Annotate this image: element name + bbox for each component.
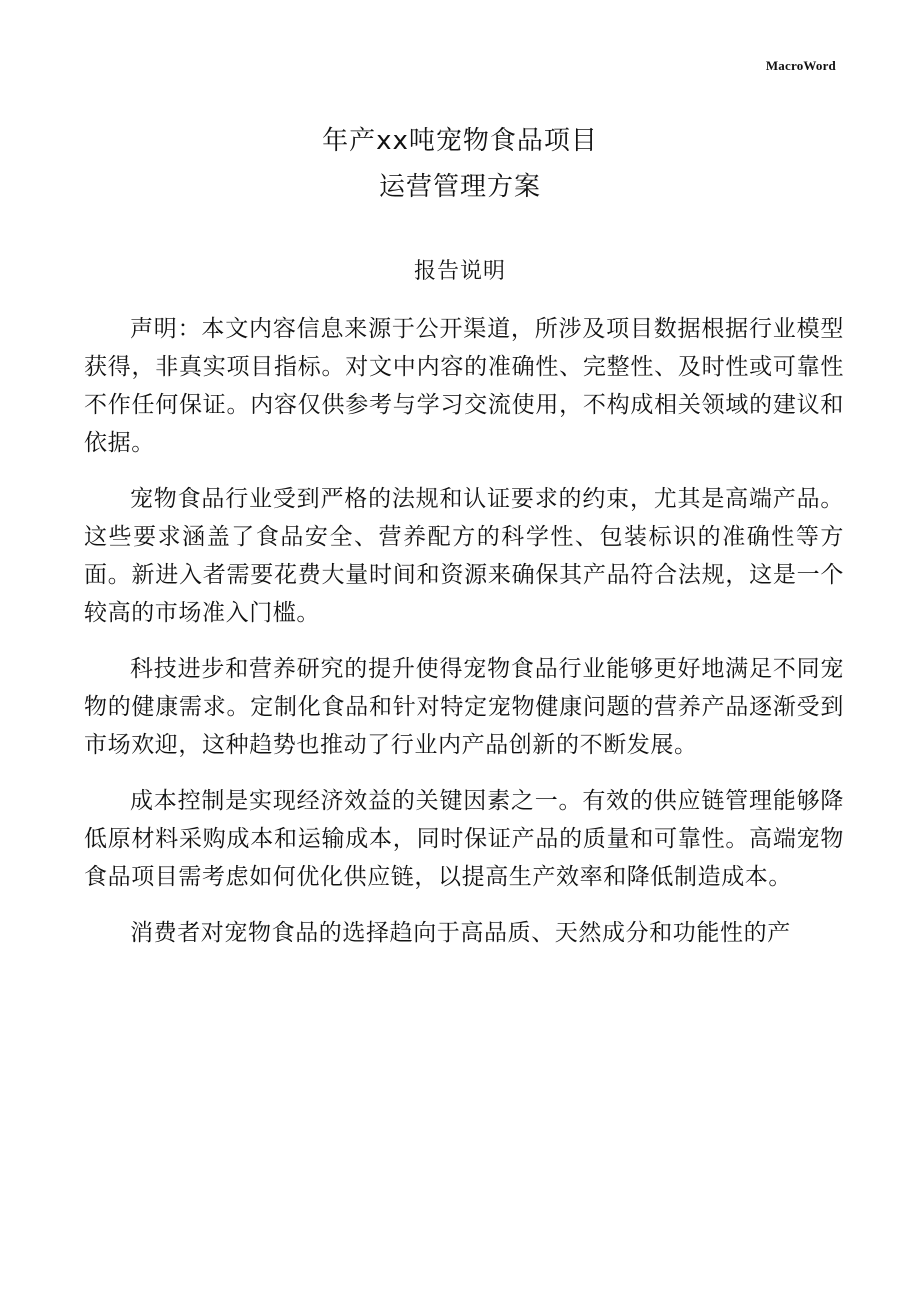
- brand-label: MacroWord: [765, 58, 836, 73]
- paragraph-technology: 科技进步和营养研究的提升使得宠物食品行业能够更好地满足不同宠物的健康需求。定制化食品和针对特定宠物健康问题的营养产品逐渐受到市场欢迎，这种趋势也推动了行业内产品创新的不断发展。: [84, 656, 844, 758]
- body-text: [84, 310, 844, 970]
- paragraph-regulation: 宠物食品行业受到严格的法规和认证要求的约束，尤其是高端产品。这些要求涵盖了食品安全、营养配方的科学性、包装标识的准确性等方面。新进入者需要花费大量时间和资源来确保其产品符合法规，这是一个较高的市场准入门槛。: [84, 486, 844, 626]
- paragraph-cost-control: 成本控制是实现经济效益的关键因素之一。有效的供应链管理能够降低原材料采购成本和运输成本，同时保证产品的质量和可靠性。高端宠物食品项目需考虑如何优化供应链，以提高生产效率和降低制造成本。: [84, 788, 844, 890]
- title-line-2: 运营管理方案: [378, 172, 541, 202]
- title-line-1: 年产xx吨宠物食品项目: [322, 126, 598, 156]
- section-heading: 报告说明: [413, 259, 506, 284]
- document-title: [0, 118, 920, 210]
- paragraph-disclaimer: 声明：本文内容信息来源于公开渠道，所涉及项目数据根据行业模型获得，非真实项目指标。对文中内容的准确性、完整性、及时性或可靠性不作任何保证。内容仅供参考与学习交流使用，不构成相关领域的建议和依据。: [84, 316, 844, 456]
- paragraph-consumer: 消费者对宠物食品的选择趋向于高品质、天然成分和功能性的产: [130, 920, 791, 946]
